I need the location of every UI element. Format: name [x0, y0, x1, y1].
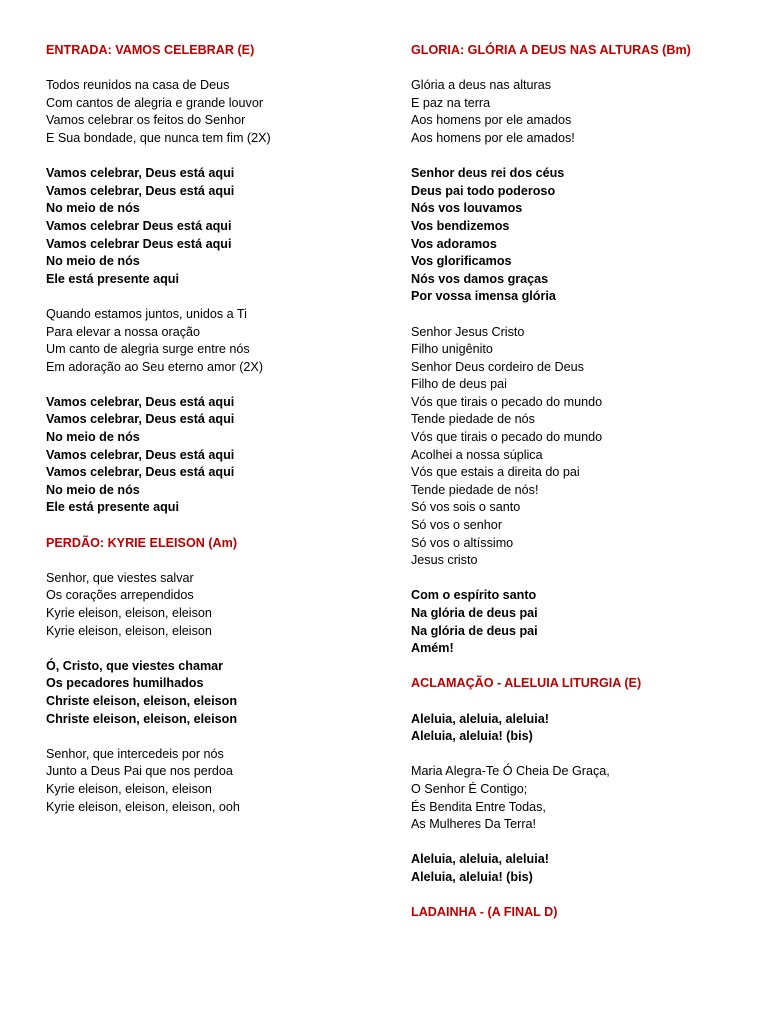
verse-line: Senhor, que viestes salvar — [46, 570, 194, 585]
verse-line: Vós que tirais o pecado do mundo — [411, 394, 603, 409]
verse-line: Vós que tirais o pecado do mundo — [411, 430, 603, 445]
chorus-line: No meio de nós — [46, 201, 140, 216]
verse-line: És Bendita Entre Todas, — [411, 799, 546, 814]
stanza-spacer — [46, 376, 376, 394]
verse-line: E Sua bondade, que nunca tem fim (2X) — [46, 130, 271, 145]
verse-line: Senhor, que intercedeis por nós — [46, 746, 224, 761]
chorus-line: Christe eleison, eleison, eleison — [46, 693, 238, 708]
stanza-spacer — [411, 60, 741, 78]
chorus-line: Senhor deus rei dos céus — [411, 166, 565, 181]
stanza-spacer — [411, 148, 741, 166]
section-title-aclamacao-aleluia-liturgia-e: ACLAMAÇÃO - ALELUIA LITURGIA (E) — [411, 676, 642, 691]
chorus-line: Ele está presente aqui — [46, 271, 179, 286]
chorus-line: No meio de nós — [46, 482, 140, 497]
stanza-spacer — [411, 834, 741, 852]
verse-line: Em adoração ao Seu eterno amor (2X) — [46, 359, 264, 374]
chorus-line: Com o espírito santo — [411, 588, 537, 603]
chorus-line: Aleluia, aleluia, aleluia! — [411, 711, 549, 726]
chorus-line: Vos adoramos — [411, 236, 497, 251]
stanza-spacer — [411, 693, 741, 711]
chorus-line: No meio de nós — [46, 430, 140, 445]
verse-line: Kyrie eleison, eleison, eleison — [46, 623, 212, 638]
section-spacer — [46, 517, 376, 535]
verse-line: Kyrie eleison, eleison, eleison — [46, 606, 212, 620]
verse-line: Um canto de alegria surge entre nós — [46, 342, 250, 357]
chorus-line: Amém! — [411, 641, 454, 656]
section-title-gloria-gloria-a-deus-nas-altur: GLORIA: GLÓRIA A DEUS NAS ALTURAS (Bm) — [411, 43, 691, 57]
verse-line: Todos reunidos na casa de Deus — [46, 78, 230, 93]
verse-line: Aos homens por ele amados — [411, 113, 572, 128]
right-column — [411, 42, 741, 922]
left-column — [46, 42, 376, 816]
verse-line: Com cantos de alegria e grande louvor — [46, 95, 264, 110]
verse-line: Senhor Deus cordeiro de Deus — [411, 359, 584, 374]
chorus-line: Ele está presente aqui — [46, 500, 179, 515]
section-title-entrada-vamos-celebrar-e: ENTRADA: VAMOS CELEBRAR (E) — [46, 43, 255, 57]
section-title-ladainha-a-final-d: LADAINHA - (A FINAL D) — [411, 905, 558, 920]
chorus-line: Vamos celebrar, Deus está aqui — [46, 166, 235, 181]
chorus-line: Os pecadores humilhados — [46, 676, 204, 691]
chorus-line: Christe eleison, eleison, eleison — [46, 711, 238, 726]
stanza-spacer — [411, 746, 741, 764]
verse-line: Aos homens por ele amados! — [411, 130, 575, 145]
verse-line: Maria Alegra-Te Ó Cheia De Graça, — [411, 764, 610, 779]
stanza-spacer — [46, 728, 376, 746]
verse-line: Kyrie eleison, eleison, eleison, ooh — [46, 799, 240, 814]
verse-line: Junto a Deus Pai que nos perdoa — [46, 764, 233, 779]
stanza-spacer — [46, 640, 376, 658]
chorus-line: Na glória de deus pai — [411, 606, 538, 620]
chorus-line: Nós vos damos graças — [411, 271, 549, 286]
verse-line: Glória a deus nas alturas — [411, 78, 552, 93]
verse-line: Acolhei a nossa súplica — [411, 447, 543, 462]
chorus-line: Deus pai todo poderoso — [411, 183, 556, 198]
chorus-line: Vamos celebrar, Deus está aqui — [46, 183, 235, 198]
verse-line: Vós que estais a direita do pai — [411, 465, 580, 480]
chorus-line: Ó, Cristo, que viestes chamar — [46, 658, 224, 673]
chorus-line: Aleluia, aleluia! (bis) — [411, 729, 533, 744]
section-spacer — [411, 887, 741, 905]
stanza-spacer — [46, 148, 376, 166]
chorus-line: Vos bendizemos — [411, 218, 510, 233]
verse-line: Vamos celebrar os feitos do Senhor — [46, 113, 246, 128]
stanza-spacer — [46, 288, 376, 306]
verse-line: Os corações arrependidos — [46, 588, 194, 603]
section-title-perdao-kyrie-eleison-am: PERDÃO: KYRIE ELEISON (Am) — [46, 535, 238, 550]
verse-line: Quando estamos juntos, unidos a Ti — [46, 306, 247, 321]
verse-line: Senhor Jesus Cristo — [411, 324, 525, 339]
chorus-line: No meio de nós — [46, 254, 140, 269]
verse-line: Só vos o senhor — [411, 518, 503, 533]
verse-line: Tende piedade de nós! — [411, 482, 539, 497]
stanza-spacer — [411, 306, 741, 324]
verse-line: Para elevar a nossa oração — [46, 324, 201, 339]
chorus-line: Por vossa imensa glória — [411, 289, 556, 304]
chorus-line: Vamos celebrar, Deus está aqui — [46, 465, 235, 480]
verse-line: Jesus cristo — [411, 553, 478, 568]
stanza-spacer — [46, 552, 376, 570]
verse-line: Tende piedade de nós — [411, 412, 535, 427]
chorus-line: Vamos celebrar Deus está aqui — [46, 236, 232, 251]
verse-line: As Mulheres Da Terra! — [411, 817, 537, 832]
chorus-line: Aleluia, aleluia, aleluia! — [411, 852, 549, 867]
verse-line: Kyrie eleison, eleison, eleison — [46, 781, 212, 796]
chorus-line: Aleluia, aleluia! (bis) — [411, 869, 533, 884]
chorus-line: Vamos celebrar, Deus está aqui — [46, 447, 235, 462]
chorus-line: Vamos celebrar Deus está aqui — [46, 218, 232, 233]
section-spacer — [411, 658, 741, 676]
chorus-line: Vos glorificamos — [411, 254, 512, 269]
chorus-line: Nós vos louvamos — [411, 201, 523, 216]
verse-line: O Senhor É Contigo; — [411, 781, 528, 796]
verse-line: Só vos sois o santo — [411, 500, 521, 515]
verse-line: Filho unigênito — [411, 342, 493, 357]
verse-line: Filho de deus pai — [411, 377, 507, 392]
stanza-spacer — [46, 60, 376, 78]
stanza-spacer — [411, 570, 741, 588]
chorus-line: Vamos celebrar, Deus está aqui — [46, 394, 235, 409]
chorus-line: Na glória de deus pai — [411, 623, 538, 638]
chorus-line: Vamos celebrar, Deus está aqui — [46, 412, 235, 427]
verse-line: Só vos o altíssimo — [411, 535, 514, 550]
verse-line: E paz na terra — [411, 95, 491, 110]
